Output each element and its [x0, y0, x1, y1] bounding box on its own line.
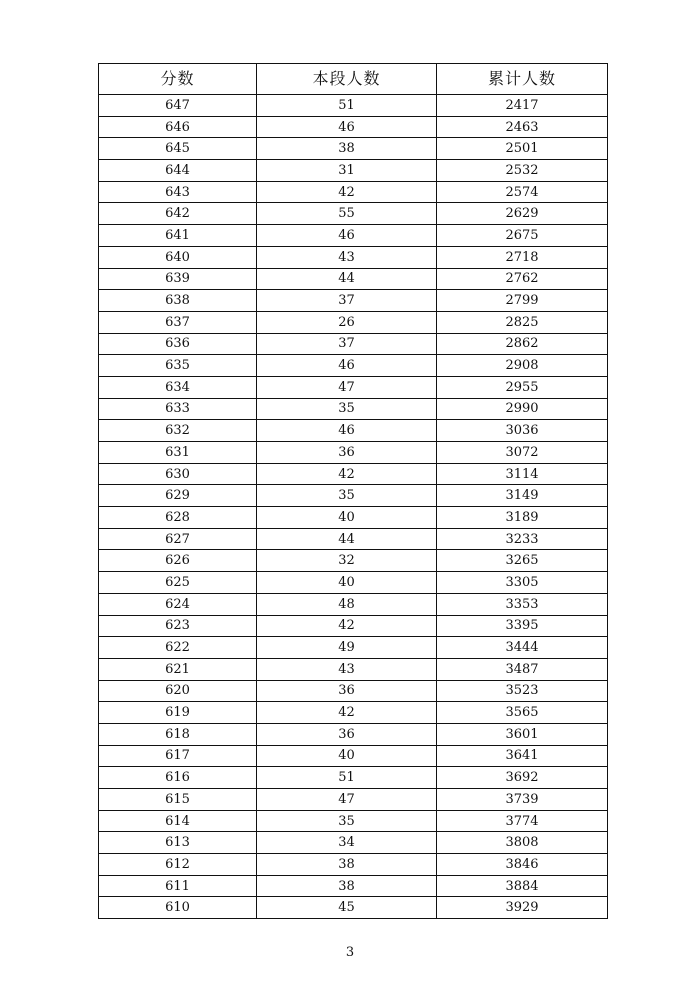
score-cell: 610	[99, 897, 257, 919]
score-cell: 640	[99, 246, 257, 268]
table-row	[99, 897, 608, 919]
segment-count-cell: 43	[257, 658, 437, 680]
score-cell: 613	[99, 832, 257, 854]
table-row	[99, 138, 608, 160]
score-cell: 636	[99, 333, 257, 355]
table-row	[99, 789, 608, 811]
score-cell: 638	[99, 290, 257, 312]
cumulative-count-cell: 3808	[437, 832, 608, 854]
score-cell: 618	[99, 723, 257, 745]
segment-count-cell: 32	[257, 550, 437, 572]
score-cell: 617	[99, 745, 257, 767]
segment-count-cell: 42	[257, 181, 437, 203]
score-cell: 612	[99, 854, 257, 876]
table-row	[99, 160, 608, 182]
table-row	[99, 311, 608, 333]
cumulative-count-cell: 3233	[437, 528, 608, 550]
cumulative-count-cell: 2574	[437, 181, 608, 203]
score-cell: 637	[99, 311, 257, 333]
table-row	[99, 290, 608, 312]
cumulative-count-cell: 2718	[437, 246, 608, 268]
segment-count-cell: 36	[257, 680, 437, 702]
segment-count-cell: 46	[257, 420, 437, 442]
table-row	[99, 528, 608, 550]
score-cell: 644	[99, 160, 257, 182]
segment-count-cell: 34	[257, 832, 437, 854]
cumulative-count-cell: 3149	[437, 485, 608, 507]
table-row	[99, 463, 608, 485]
score-cell: 632	[99, 420, 257, 442]
cumulative-count-cell: 2417	[437, 95, 608, 117]
cumulative-count-cell: 3189	[437, 507, 608, 529]
segment-count-cell: 42	[257, 702, 437, 724]
table-body	[99, 95, 608, 919]
score-cell: 629	[99, 485, 257, 507]
segment-count-cell: 36	[257, 723, 437, 745]
cumulative-count-cell: 3641	[437, 745, 608, 767]
cumulative-count-cell: 3884	[437, 875, 608, 897]
cumulative-count-cell: 2532	[437, 160, 608, 182]
table-row	[99, 181, 608, 203]
score-cell: 616	[99, 767, 257, 789]
table-row	[99, 615, 608, 637]
table-row	[99, 832, 608, 854]
cumulative-count-cell: 3774	[437, 810, 608, 832]
score-cell: 634	[99, 376, 257, 398]
cumulative-count-cell: 2501	[437, 138, 608, 160]
cumulative-count-cell: 3846	[437, 854, 608, 876]
table-row	[99, 550, 608, 572]
segment-count-cell: 46	[257, 116, 437, 138]
segment-count-cell: 47	[257, 376, 437, 398]
segment-count-cell: 37	[257, 333, 437, 355]
table-row	[99, 854, 608, 876]
score-cell: 641	[99, 225, 257, 247]
segment-count-cell: 44	[257, 528, 437, 550]
table-row	[99, 637, 608, 659]
score-cell: 623	[99, 615, 257, 637]
score-cell: 619	[99, 702, 257, 724]
segment-count-cell: 43	[257, 246, 437, 268]
score-cell: 611	[99, 875, 257, 897]
header-score: 分数	[99, 64, 257, 95]
segment-count-cell: 51	[257, 95, 437, 117]
table-row	[99, 810, 608, 832]
cumulative-count-cell: 3929	[437, 897, 608, 919]
table-row	[99, 593, 608, 615]
table-header-row	[99, 64, 608, 95]
segment-count-cell: 40	[257, 507, 437, 529]
table-row	[99, 442, 608, 464]
cumulative-count-cell: 3739	[437, 789, 608, 811]
cumulative-count-cell: 3353	[437, 593, 608, 615]
segment-count-cell: 40	[257, 572, 437, 594]
segment-count-cell: 46	[257, 355, 437, 377]
table-row	[99, 116, 608, 138]
score-distribution-table	[98, 63, 608, 919]
segment-count-cell: 38	[257, 138, 437, 160]
score-cell: 633	[99, 398, 257, 420]
segment-count-cell: 42	[257, 615, 437, 637]
segment-count-cell: 37	[257, 290, 437, 312]
segment-count-cell: 44	[257, 268, 437, 290]
score-cell: 646	[99, 116, 257, 138]
score-cell: 628	[99, 507, 257, 529]
cumulative-count-cell: 3395	[437, 615, 608, 637]
table-row	[99, 658, 608, 680]
table-row	[99, 702, 608, 724]
score-cell: 639	[99, 268, 257, 290]
table-row	[99, 333, 608, 355]
segment-count-cell: 26	[257, 311, 437, 333]
score-cell: 642	[99, 203, 257, 225]
header-cumulative-count: 累计人数	[437, 64, 608, 95]
cumulative-count-cell: 3487	[437, 658, 608, 680]
score-cell: 622	[99, 637, 257, 659]
score-cell: 614	[99, 810, 257, 832]
score-cell: 645	[99, 138, 257, 160]
table-row	[99, 355, 608, 377]
cumulative-count-cell: 3444	[437, 637, 608, 659]
segment-count-cell: 38	[257, 875, 437, 897]
table-row	[99, 268, 608, 290]
segment-count-cell: 35	[257, 810, 437, 832]
segment-count-cell: 45	[257, 897, 437, 919]
cumulative-count-cell: 2629	[437, 203, 608, 225]
table-row	[99, 507, 608, 529]
score-cell: 625	[99, 572, 257, 594]
segment-count-cell: 42	[257, 463, 437, 485]
cumulative-count-cell: 3114	[437, 463, 608, 485]
score-cell: 647	[99, 95, 257, 117]
table-row	[99, 572, 608, 594]
segment-count-cell: 55	[257, 203, 437, 225]
segment-count-cell: 35	[257, 485, 437, 507]
segment-count-cell: 51	[257, 767, 437, 789]
cumulative-count-cell: 2908	[437, 355, 608, 377]
segment-count-cell: 49	[257, 637, 437, 659]
cumulative-count-cell: 3265	[437, 550, 608, 572]
cumulative-count-cell: 2825	[437, 311, 608, 333]
table-row	[99, 767, 608, 789]
table-row	[99, 485, 608, 507]
score-cell: 627	[99, 528, 257, 550]
segment-count-cell: 47	[257, 789, 437, 811]
cumulative-count-cell: 2463	[437, 116, 608, 138]
score-cell: 626	[99, 550, 257, 572]
cumulative-count-cell: 2675	[437, 225, 608, 247]
table-row	[99, 246, 608, 268]
table-row	[99, 203, 608, 225]
table-row	[99, 745, 608, 767]
segment-count-cell: 36	[257, 442, 437, 464]
cumulative-count-cell: 3523	[437, 680, 608, 702]
table-row	[99, 680, 608, 702]
segment-count-cell: 46	[257, 225, 437, 247]
cumulative-count-cell: 3036	[437, 420, 608, 442]
segment-count-cell: 40	[257, 745, 437, 767]
cumulative-count-cell: 2799	[437, 290, 608, 312]
table-row	[99, 225, 608, 247]
cumulative-count-cell: 2862	[437, 333, 608, 355]
table-row	[99, 723, 608, 745]
header-segment-count: 本段人数	[257, 64, 437, 95]
cumulative-count-cell: 2990	[437, 398, 608, 420]
score-cell: 630	[99, 463, 257, 485]
segment-count-cell: 31	[257, 160, 437, 182]
score-cell: 621	[99, 658, 257, 680]
segment-count-cell: 35	[257, 398, 437, 420]
cumulative-count-cell: 3601	[437, 723, 608, 745]
segment-count-cell: 48	[257, 593, 437, 615]
score-cell: 631	[99, 442, 257, 464]
segment-count-cell: 38	[257, 854, 437, 876]
score-cell: 615	[99, 789, 257, 811]
score-cell: 620	[99, 680, 257, 702]
score-cell: 635	[99, 355, 257, 377]
cumulative-count-cell: 2955	[437, 376, 608, 398]
cumulative-count-cell: 3692	[437, 767, 608, 789]
table-row	[99, 376, 608, 398]
table-row	[99, 398, 608, 420]
cumulative-count-cell: 2762	[437, 268, 608, 290]
page-number: 3	[345, 945, 355, 960]
cumulative-count-cell: 3072	[437, 442, 608, 464]
score-cell: 624	[99, 593, 257, 615]
table-row	[99, 95, 608, 117]
cumulative-count-cell: 3565	[437, 702, 608, 724]
score-cell: 643	[99, 181, 257, 203]
cumulative-count-cell: 3305	[437, 572, 608, 594]
table-row	[99, 875, 608, 897]
table-row	[99, 420, 608, 442]
